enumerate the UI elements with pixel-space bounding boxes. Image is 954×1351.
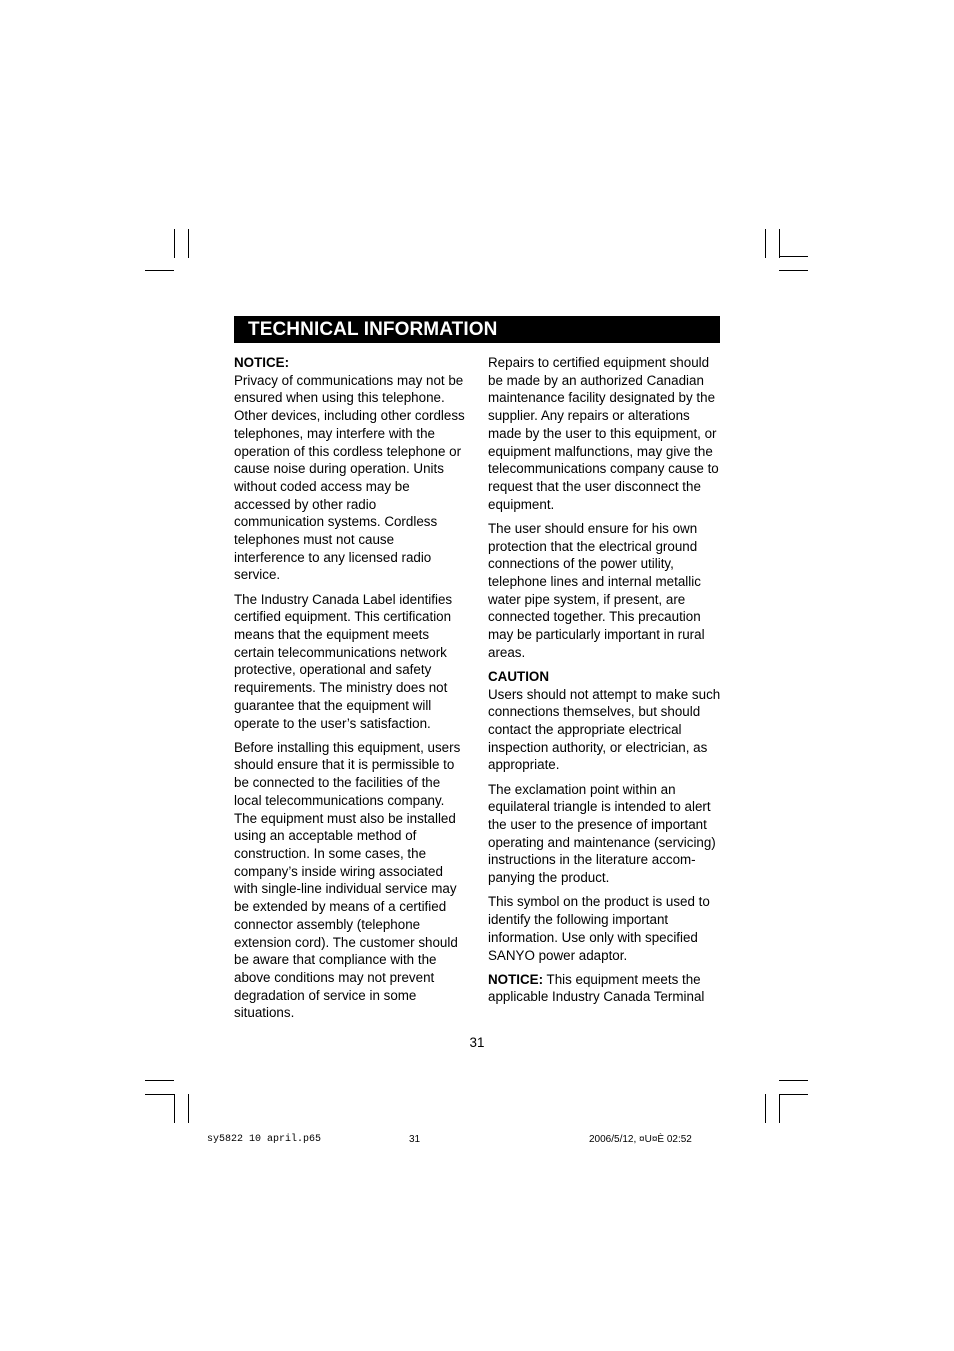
notice-heading: NOTICE: xyxy=(234,355,290,370)
left-column xyxy=(234,354,466,1029)
crop-mark xyxy=(188,1094,189,1123)
symbol-paragraph: This symbol on the product is used to identify the following important information. Use only with specified SANYO power adaptor. xyxy=(488,894,710,963)
section-title: TECHNICAL INFORMATION xyxy=(248,319,498,340)
equipment-notice-paragraph xyxy=(488,971,724,1006)
crop-mark xyxy=(145,1094,174,1095)
crop-mark xyxy=(779,256,808,257)
crop-mark xyxy=(779,1080,808,1081)
crop-mark xyxy=(145,270,174,271)
caution-heading: CAUTION xyxy=(488,668,549,684)
footer-page: 31 xyxy=(409,1134,421,1145)
caution-text: Users should not attempt to make such connections themselves, but should contact the appropriate electrical inspection authority, or electrician, as appropriate. xyxy=(488,686,721,773)
crop-mark xyxy=(174,1094,175,1123)
footer-filename: sy5822 10 april.p65 xyxy=(207,1134,322,1145)
footer-datetime: 2006/5/12, ¤U¤È 02:52 xyxy=(589,1134,692,1145)
crop-mark xyxy=(188,229,189,258)
crop-mark xyxy=(779,1094,808,1095)
page-number: 31 xyxy=(469,1035,485,1050)
section-title-bar xyxy=(234,316,720,343)
notice-label: NOTICE: xyxy=(488,971,544,987)
crop-mark xyxy=(145,1080,174,1081)
crop-mark xyxy=(765,1094,766,1123)
right-column xyxy=(488,354,724,1013)
installation-paragraph: Before installing this equipment, users should ensure that it is permissible to be connected to the facilities of the local telecommunications company. The equipment must also be installed using an acceptable method of construction. In some cases, the company’s inside wiring associated with single-line individual service may be extended by means of a certified connector assembly (telephone extension cord). The customer should be aware that compliance with the above conditions may not prevent degradation of service in some situations. xyxy=(234,739,461,1021)
crop-mark xyxy=(779,1094,780,1123)
industry-canada-paragraph: The Industry Canada Label identifies certified equipment. This certification means that the equipment meets certain telecommunications network protective, operational and safety requirements. The ministry does not guarantee that the equipment will operate to the user’s satisfaction. xyxy=(234,591,453,731)
caution-paragraph xyxy=(488,668,724,774)
exclamation-paragraph: The exclamation point within an equilateral triangle is intended to alert the user to the presence of important operating and maintenance (servicing) instructions in the literature accom-panying the product. xyxy=(488,781,716,886)
repairs-paragraph: Repairs to certified equipment should be made by an authorized Canadian maintenance facility designated by the supplier. Any repairs or alterations made by the user to this equipment, or equipment malfunctions, may give the telecommunications company cause to request that the user disconnect the equipment. xyxy=(488,355,719,512)
crop-mark xyxy=(779,270,808,271)
ground-paragraph: The user should ensure for his own protection that the electrical ground connections of the power utility, telephone lines and internal metallic water pipe system, if present, are connected together. This precaution may be particularly important in rural areas. xyxy=(488,520,705,660)
notice-text: Privacy of communications may not be ensured when using this telephone. Other devices, including other cordless telephones, may interfere with the operation of this cordless telephone or cause noise during operation. Units without coded access may be accessed by other radio communication systems. Cordless telephones must not cause interference to any licensed radio service. xyxy=(234,372,465,583)
crop-mark xyxy=(765,229,766,258)
crop-mark xyxy=(174,229,175,258)
crop-mark xyxy=(779,229,780,258)
equipment-notice-text: This equipment meets the applicable Industry Canada Terminal xyxy=(488,971,705,1005)
notice-paragraph xyxy=(234,354,466,584)
